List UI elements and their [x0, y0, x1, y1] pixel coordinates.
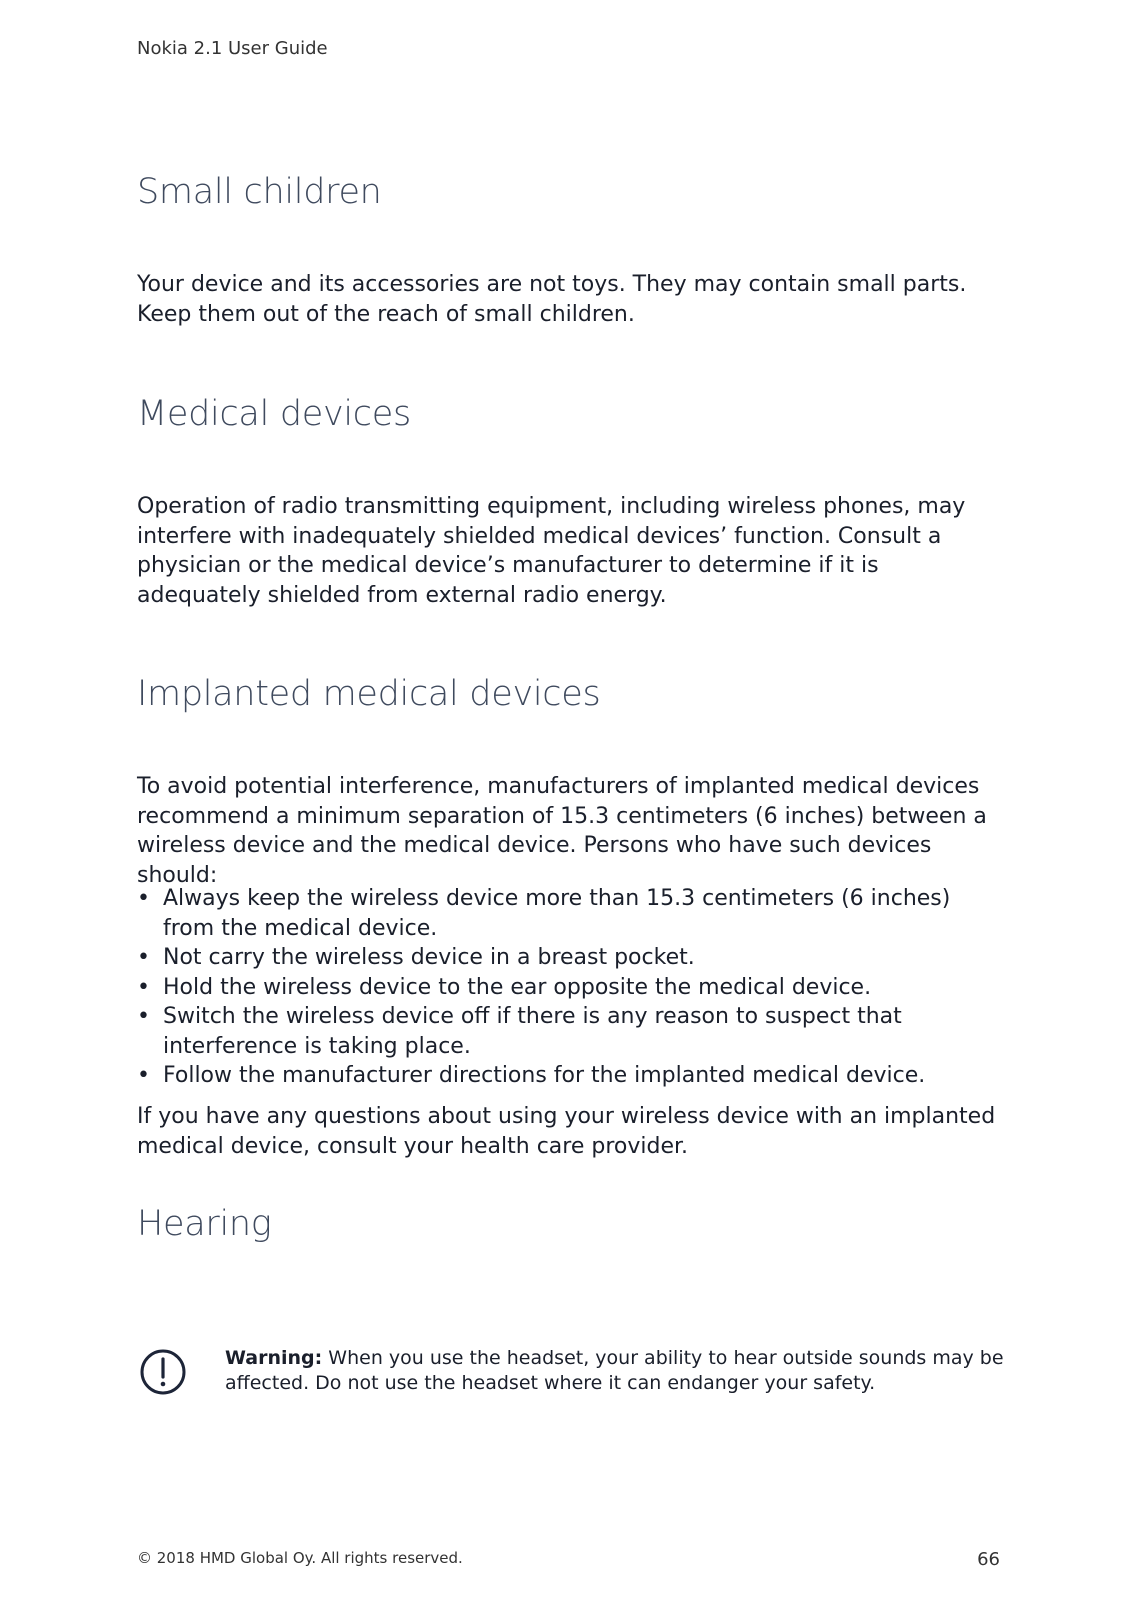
small-children-paragraph: Your device and its accessories are not toys. They may contain small parts. Keep them out of the reach of small children.	[137, 272, 967, 327]
section-title-medical-devices: Medical devices	[137, 394, 411, 434]
page-number: 66	[977, 1549, 1000, 1570]
list-item: • Follow the manufacturer directions for the implanted medical device.	[137, 1061, 1007, 1091]
section-title-hearing: Hearing	[137, 1204, 272, 1244]
warning-message: When you use the headset, your ability to hear outside sounds may be affected. Do not use the headset where it can endanger your safety.	[225, 1347, 1004, 1394]
hearing-warning	[225, 1346, 1015, 1396]
section-title-small-children: Small children	[137, 172, 382, 212]
implanted-intro-paragraph: To avoid potential interference, manufacturers of implanted medical devices recommend a minimum separation of 15.3 centimeters (6 inches) between a wireless device and the medical device. Persons who have such devices should:	[137, 774, 987, 888]
list-item: • Switch the wireless device off if there is any reason to suspect that interference is taking place.	[137, 1002, 1007, 1061]
list-item: • Not carry the wireless device in a breast pocket.	[137, 943, 1007, 973]
section-title-implanted-medical-devices: Implanted medical devices	[137, 674, 601, 714]
implanted-outro-paragraph: If you have any questions about using your wireless device with an implanted medical device, consult your health care provider.	[137, 1104, 996, 1159]
copyright-notice: © 2018 HMD Global Oy. All rights reserved.	[137, 1549, 463, 1567]
exclamation-circle-icon	[139, 1348, 187, 1396]
warning-label: Warning:	[225, 1347, 323, 1369]
page-header: Nokia 2.1 User Guide	[137, 38, 328, 59]
medical-devices-paragraph: Operation of radio transmitting equipment, including wireless phones, may interfere with inadequately shielded medical devices’ function. Consult a physician or the medical device’s manufacturer to determine if it is adequately shielded from external radio energy.	[137, 494, 966, 608]
list-item: • Always keep the wireless device more than 15.3 centimeters (6 inches) from the medical device.	[137, 884, 1007, 943]
list-item: • Hold the wireless device to the ear opposite the medical device.	[137, 973, 1007, 1003]
implanted-bullet-list	[137, 884, 1007, 1091]
